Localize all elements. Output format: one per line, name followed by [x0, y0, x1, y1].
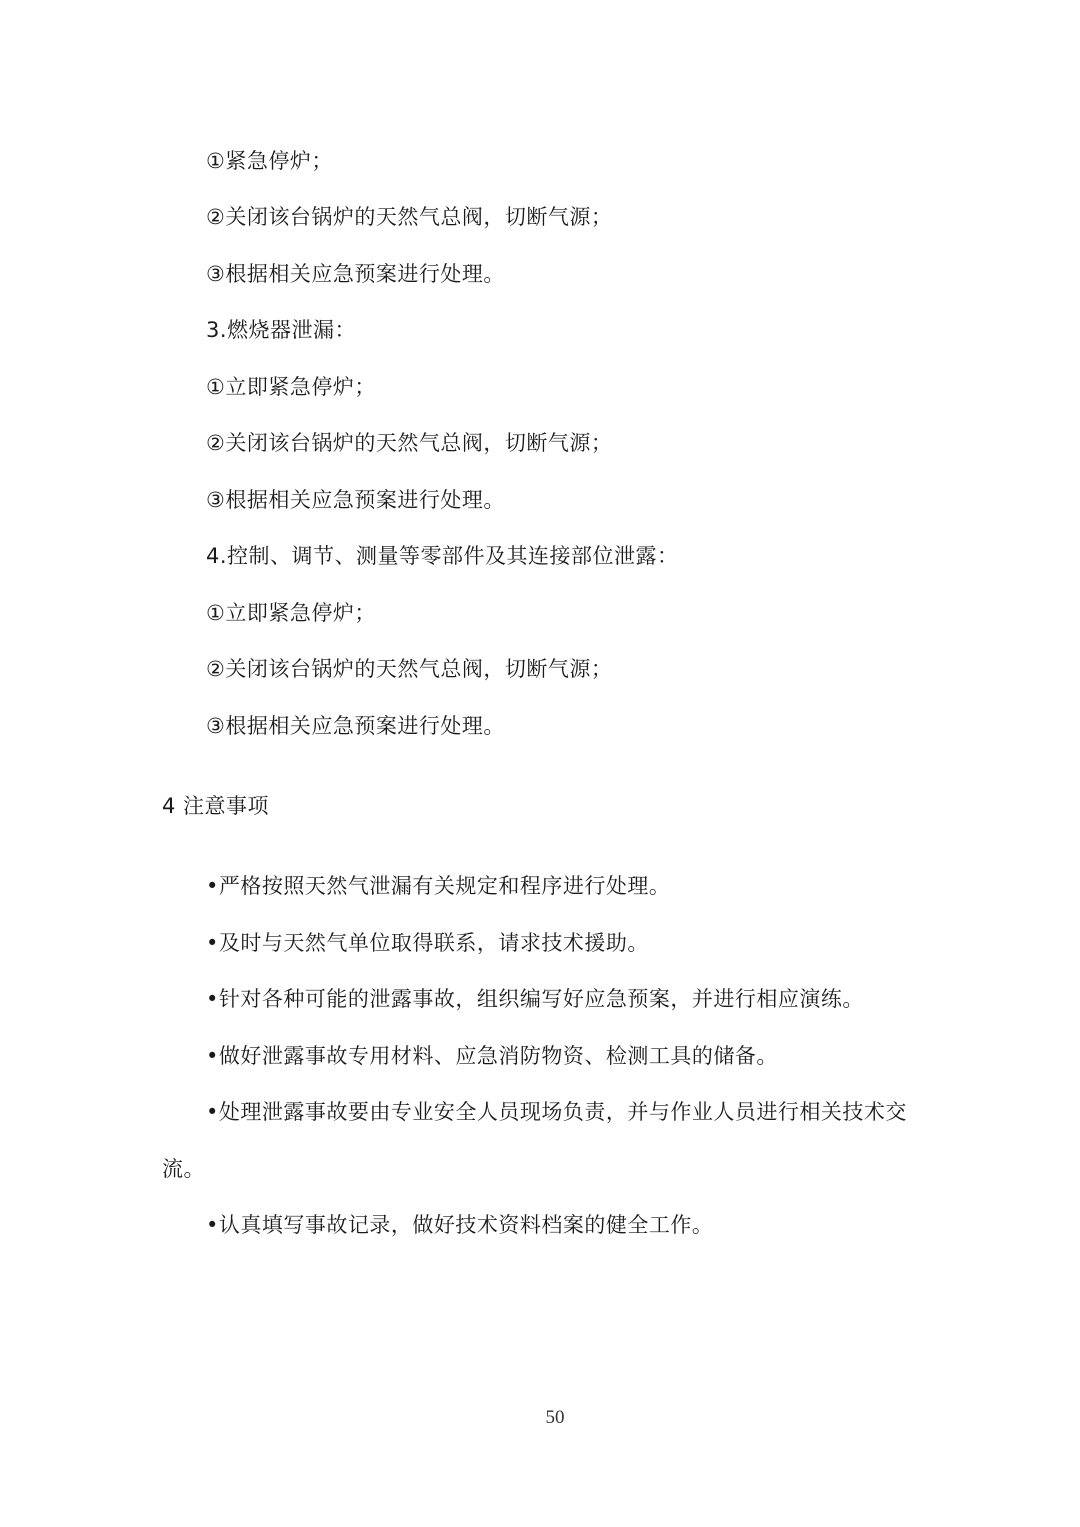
step-line: ③根据相关应急预案进行处理。 [206, 714, 505, 738]
step-line: ②关闭该台锅炉的天然气总阀，切断气源； [206, 205, 613, 229]
note-item: •针对各种可能的泄露事故，组织编写好应急预案，并进行相应演练。 [206, 987, 864, 1011]
note-item: •严格按照天然气泄漏有关规定和程序进行处理。 [206, 874, 671, 898]
step-line: ①立即紧急停炉； [206, 601, 376, 625]
subsection-heading: 4.控制、调节、测量等零部件及其连接部位泄露： [206, 544, 679, 568]
page-number: 50 [545, 1407, 565, 1428]
step-line: ①紧急停炉； [206, 149, 333, 173]
note-item: •认真填写事故记录，做好技术资料档案的健全工作。 [206, 1213, 714, 1237]
note-item-continuation: 流。 [162, 1157, 205, 1181]
step-line: ③根据相关应急预案进行处理。 [206, 262, 505, 286]
section-title: 4 注意事项 [162, 794, 270, 818]
note-item: •及时与天然气单位取得联系，请求技术援助。 [206, 931, 649, 955]
note-item: •处理泄露事故要由专业安全人员现场负责，并与作业人员进行相关技术交 [206, 1100, 907, 1124]
step-line: ②关闭该台锅炉的天然气总阀，切断气源； [206, 657, 613, 681]
step-line: ③根据相关应急预案进行处理。 [206, 488, 505, 512]
step-line: ②关闭该台锅炉的天然气总阀，切断气源； [206, 431, 613, 455]
step-line: ①立即紧急停炉； [206, 375, 376, 399]
subsection-heading: 3.燃烧器泄漏： [206, 318, 357, 342]
note-item: •做好泄露事故专用材料、应急消防物资、检测工具的储备。 [206, 1044, 778, 1068]
